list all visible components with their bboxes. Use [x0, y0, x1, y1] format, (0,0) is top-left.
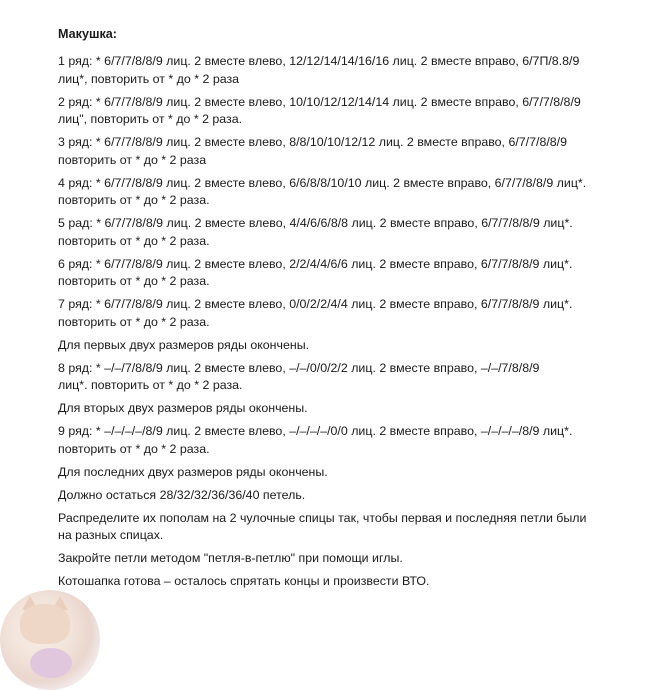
paragraph-row-4: 4 ряд: * 6/7/7/8/8/9 лиц. 2 вместе влево, 6/6/8/8/10/10 лиц. 2 вместе вправо, 6/7/7/8/8/9 лиц*. повторить от * до * 2 раза. [58, 175, 587, 207]
paragraph-bind-off: Закройте петли методом "петля-в-петлю" при помощи иглы. [58, 551, 403, 565]
paragraph-row-5: 5 рад: * 6/7/7/8/8/9 лиц. 2 вместе влево, 4/4/6/6/8/8 лиц. 2 вместе вправо, 6/7/7/8/8/9 лиц*. повторить от * до * 2 раза. [58, 216, 573, 248]
paragraph-row-7: 7 ряд: * 6/7/7/8/8/9 лиц. 2 вместе влево, 0/0/2/2/4/4 лиц. 2 вместе вправо, 6/7/7/8/8/9 лиц*. повторить от * до * 2 раза. [58, 297, 573, 329]
cat-watermark-image [0, 590, 100, 690]
paragraph-note-first-sizes: Для первых двух размеров ряды окончены. [58, 337, 310, 352]
paragraph-row-1: 1 ряд: * 6/7/7/8/8/9 лиц. 2 вместе влево, 12/12/14/14/16/16 лиц. 2 вместе вправо, 6/7П/8.8/9 лиц*, повторить от * до * 2 раза [58, 54, 580, 86]
paragraph-finish: Котошапка готова – осталось спрятать концы и произвести ВТО. [58, 574, 430, 588]
paragraph-row-6: 6 ряд: * 6/7/7/8/8/9 лиц. 2 вместе влево, 2/2/4/4/6/6 лиц. 2 вместе вправо, 6/7/7/8/8/9 лиц*. повторить от * до * 2 раза. [58, 256, 573, 288]
paragraph-row-3: 3 ряд: * 6/7/7/8/8/9 лиц. 2 вместе влево, 8/8/10/10/12/12 лиц. 2 вместе вправо, 6/7/7/8/8/9 повторить от * до * 2 раза [58, 135, 568, 167]
paragraph-row-9: 9 ряд: * –/–/–/–/8/9 лиц. 2 вместе влево, –/–/–/–/0/0 лиц. 2 вместе вправо, –/–/–/–/8/9 лиц*. повторить от * до * 2 раза. [58, 424, 573, 456]
document [58, 26, 648, 596]
paragraph-distribute: Распределите их пополам на 2 чулочные спицы так, чтобы первая и последняя петли были на разных спицах. [58, 510, 587, 542]
paragraph-note-second-sizes: Для вторых двух размеров ряды окончены. [58, 401, 308, 415]
paragraph-remaining-stitches: Должно остаться 28/32/32/36/36/40 петель. [58, 487, 306, 502]
cat-head [20, 604, 70, 644]
yarn-ball [30, 648, 72, 678]
paragraph-note-last-sizes: Для последних двух размеров ряды окончены. [58, 464, 328, 479]
paragraph-row-2: 2 ряд: * 6/7/7/8/8/9 лиц. 2 вместе влево, 10/10/12/12/14/14 лиц. 2 вместе вправо, 6/7/7/8/8/9 лиц", повторить от * до * 2 раза. [58, 94, 581, 126]
paragraph-row-8: 8 ряд: * –/–/7/8/8/9 лиц. 2 вместе влево, –/–/0/0/2/2 лиц. 2 вместе вправо, –/–/7/8/8/9 лиц*. повторить от * до * 2 раза. [58, 360, 540, 392]
section-title: Макушка: [58, 27, 117, 41]
